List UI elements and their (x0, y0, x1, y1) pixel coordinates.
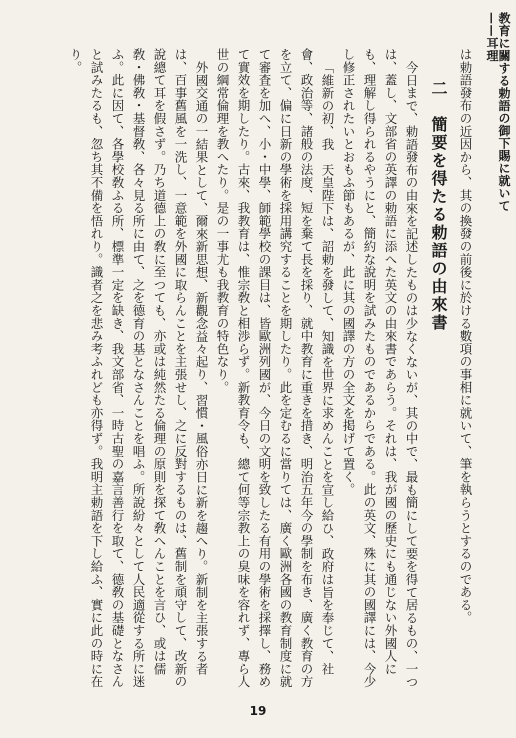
quoted-passage: 「維新の初、我 天皇陛下は、詔勅を發して、知識を世界に求めんことを宣し給ひ、政府は旨を奉じて、社會、政治等、諸般の法度、短を棄て長を採り、就中教育に重きを措き、明治五年今の學制を布き、廣く教育の方を立て、偏に日新の學術を採用講究することを期したり。此を定むるに當りては、廣く歐洲各國の教育制度に就て審査を加へ、小・中學、師範學校の課目は、皆歐洲列國が、今日の文明を致したる有用の學術を採擇し、務めて實效を期したり。古來、我教育は、惟宗敎と相渉らず。新教育令も、總て何等宗教上の臭味を容れず、專ら人世の綱常倫理を教へたり。是の一事尤も我教育の特色なり。 (215, 48, 335, 688)
paragraph-1: 今日まで、勅語發布の由來を記述したものは少なくないが、其の中で、最も簡にして要を得て居るもの、一つは、蓋し、文部省の英譯の勅語に添へた英文の由來書であらう。それは、我が國の歷史にも通じない外國人にも、理解し得られるやうにと、簡約な說明を試みたものであるからである。此の英文、殊に其の國譯には、今少し修正されたいとおもふ節もあるが、此に其の國譯の方の全文を掲げて置く。 (341, 48, 419, 688)
intro-paragraph: は勅語發布の近因から、其の換發の前後に於ける數項の事相に就いて、筆を執らうとするのである。 (458, 48, 473, 624)
body-text (36, 48, 476, 698)
page-number: 19 (249, 704, 267, 718)
paragraph-2: 外國交通の一結果として、爾來新思想、新觀念益々起り、習慣・風俗亦日に新を趨へり。新制を主張する者は、百事舊風を一洗し、一意範を外國に取らんことを主張せし、之に反對するものは、舊制を頑守して、改新の說總て耳を假さず。乃ち道德上の敎に至つても、亦或は純然たる倫理の原則を探て敎へんことを言ひ、或は儒敎・佛敎・基督敎、各々見る所に由て、之を德育の基となさんことを唱ふ。所說紛々として人民適從する所に迷ふ。此に因て、各學校敎ふる所、標準一定を缺き、我文部省、一時古聖の嘉言善行を取て、德敎の基礎となさんと試みたるも、忽ち其不備を悟れり。識者之を悲み考ふれども亦得ず。我明主勅語を下し給ふ、實に此の時に在り。 (68, 48, 209, 688)
section-heading: 二 簡要を得たる勅語の由來書 (429, 80, 448, 332)
running-header: 教育に關する勅語の御下賜に就いて——耳理 (485, 12, 511, 212)
